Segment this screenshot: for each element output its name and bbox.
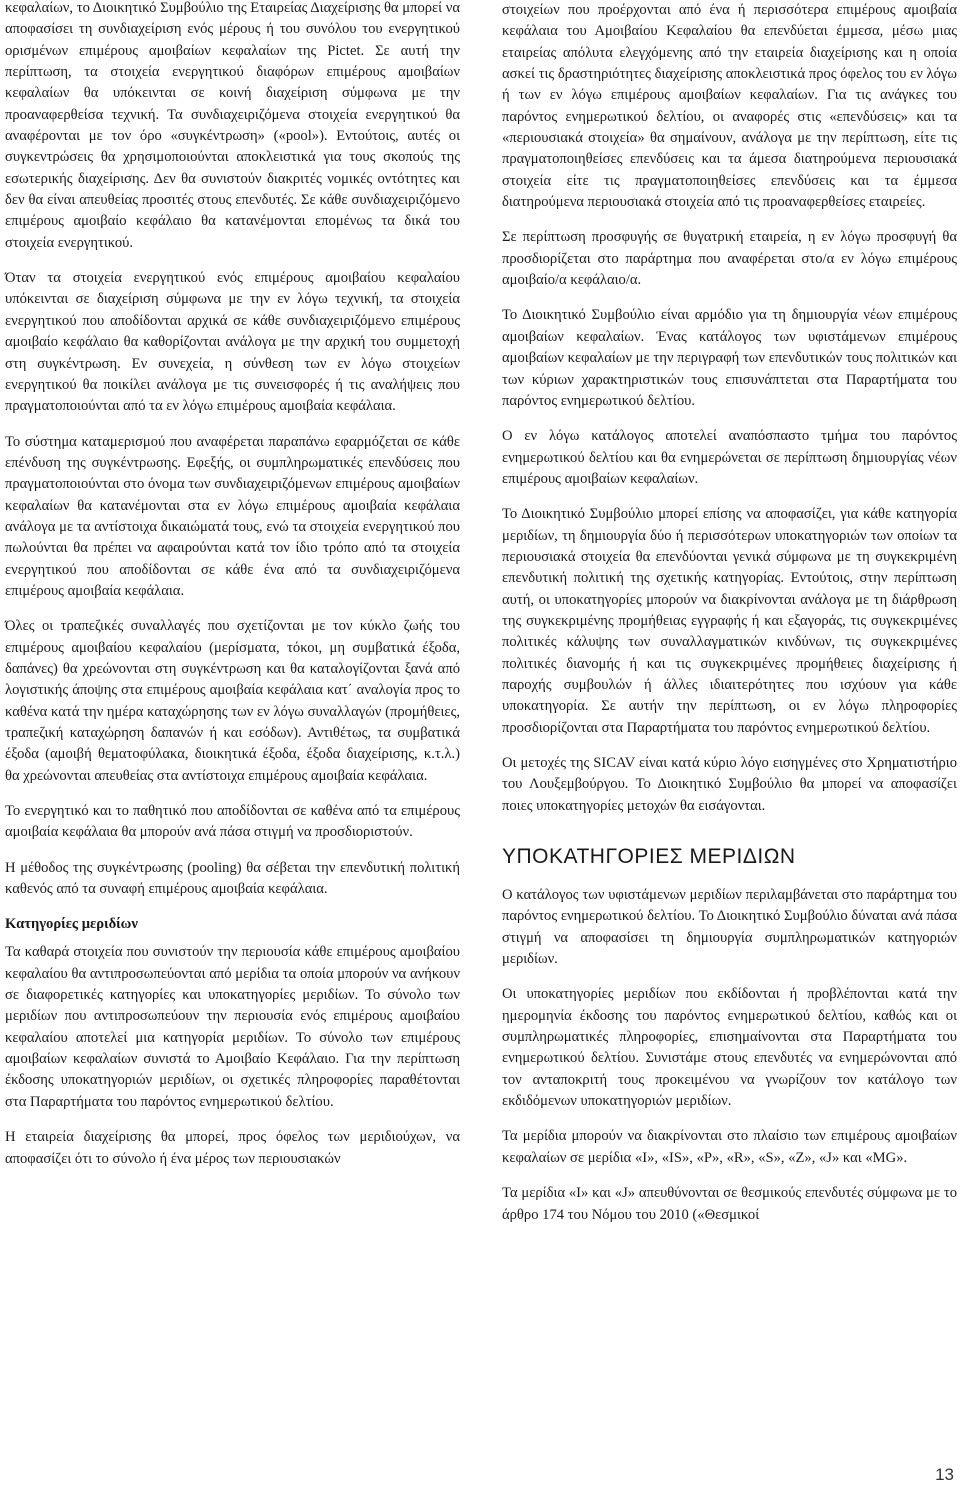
paragraph: Το Διοικητικό Συμβούλιο είναι αρμόδιο για τη δημιουργία νέων επιμέρους αμοιβαίων κεφαλαίων. Ένας κατάλογος των υφιστάμενων επιμέρους αμοιβαίων κεφαλαίων με την περιγραφή των επενδυτικών τους πολιτικών και των κύριων χαρακτηριστικών τους επισυνάπτεται στα Παραρτήματα του παρόντος ενημερωτικού δελτίου. <box>502 307 957 409</box>
paragraph: Η εταιρεία διαχείρισης θα μπορεί, προς όφελος των μεριδιούχων, να αποφασίζει ότι το σύνολο ή ένα μέρος των περιουσιακών <box>5 1129 460 1167</box>
left-column <box>5 0 460 1184</box>
page-number: 13 <box>935 1465 954 1484</box>
paragraph: Το Διοικητικό Συμβούλιο μπορεί επίσης να αποφασίζει, για κάθε κατηγορία μεριδίων, τη δημιουργία δύο ή περισσότερων υποκατηγοριών των οποίων τα περιουσιακά στοιχεία θα επενδύονται γενικά σύμφωνα με τη συγκεκριμένη επενδυτική πολιτική της σχετικής κατηγορίας. Εντούτοις, στην περίπτωση αυτή, οι υποκατηγορίες μπορούν να διακρίνονται ανάλογα με τη διάρθρωση της συγκεκριμένης προμήθειας εγγραφής ή και εξαγοράς, τις συγκεκριμένες πολιτικές κάλυψης των συναλλαγματικών κινδύνων, τις συγκεκριμένες πολιτικές διανομής ή και τις συγκεκριμένες προμήθειες διαχείρισης ή παροχής συμβουλών ή άλλες ιδιαιτερότητες που ισχύουν για κάθε υποκατηγορία. Σε αυτήν την περίπτωση, οι εν λόγω πληροφορίες προσδιορίζονται στα Παραρτήματα του παρόντος ενημερωτικού δελτίου. <box>502 506 957 736</box>
section-heading-share-subcategories: ΥΠΟΚΑΤΗΓΟΡΙΕΣ ΜΕΡΙΔΙΩΝ <box>502 845 796 869</box>
paragraph: Όταν τα στοιχεία ενεργητικού ενός επιμέρους αμοιβαίου κεφαλαίου υπόκεινται σε διαχείριση σύμφωνα με την εν λόγω τεχνική, τα στοιχεία ενεργητικού που αποδίδονται αρχικά σε κάθε συνδιαχειριζόμενο επιμέρους αμοιβαίο κεφάλαιο θα καθορίζονται ανάλογα με την αρχική του συμμετοχή στη συγκέντρωση. Εν συνεχεία, η σύνθεση των εν λόγω στοιχείων ενεργητικού θα ποικίλει ανάλογα με τις συνεισφορές ή τις αναλήψεις που πραγματοποιούνται από τα εν λόγω επιμέρους αμοιβαία κεφάλαια. <box>5 270 460 415</box>
paragraph: Το ενεργητικό και το παθητικό που αποδίδονται σε καθένα από τα επιμέρους αμοιβαία κεφάλαια θα μπορούν ανά πάσα στιγμή να προσδιοριστούν. <box>5 803 460 841</box>
paragraph: κεφαλαίων, το Διοικητικό Συμβούλιο της Εταιρείας Διαχείρισης θα μπορεί να αποφασίσει τη συνδιαχείριση ενός μέρους ή του συνόλου του ενεργητικού ορισμένων επιμέρους αμοιβαίων κεφαλαίων της Pictet. Σε αυτή την περίπτωση, τα στοιχεία ενεργητικού διαφόρων επιμέρους αμοιβαίων κεφαλαίων θα υπόκεινται σε κοινή διαχείριση σύμφωνα με την προαναφερθείσα τεχνική. Τα συνδιαχειριζόμενα στοιχεία ενεργητικού θα αναφέρονται με τον όρο «συγκέντρωση» («pool»). Εντούτοις, αυτές οι συγκεντρώσεις θα χρησιμοποιούνται αποκλειστικά για τους σκοπούς της εσωτερικής διαχείρισης. Δεν θα συνιστούν διακριτές νομικές οντότητες και δεν θα είναι απευθείας προσιτές στους επενδυτές. Σε κάθε συνδιαχειριζόμενο επιμέρους αμοιβαίο κεφάλαιο θα κατανέμονται επομένως τα δικά του στοιχεία ενεργητικού. <box>5 0 460 251</box>
paragraph: Η μέθοδος της συγκέντρωσης (pooling) θα σέβεται την επενδυτική πολιτική καθενός από τα συναφή επιμέρους αμοιβαία κεφάλαια. <box>5 859 460 898</box>
paragraph: Τα καθαρά στοιχεία που συνιστούν την περιουσία κάθε επιμέρους αμοιβαίου κεφαλαίου θα αντιπροσωπεύονται από μερίδια τα οποία μπορούν να ανήκουν σε διαφορετικές κατηγορίες και υποκατηγορίες μεριδίων. Το σύνολο των μεριδίων που αντιπροσωπεύουν την περιουσία ενός επιμέρους αμοιβαίου κεφαλαίου αποτελεί μια κατηγορία μεριδίων. Το σύνολο των επιμέρους αμοιβαίων κεφαλαίων συνιστά το Αμοιβαίο Κεφάλαιο. Για την περίπτωση έκδοσης υποκατηγοριών μεριδίων, οι σχετικές πληροφορίες παραθέτονται στα Παραρτήματα του παρόντος ενημερωτικού δελτίου. <box>5 944 460 1110</box>
paragraph: Οι υποκατηγορίες μεριδίων που εκδίδονται ή προβλέπονται κατά την ημερομηνία έκδοσης του παρόντος ενημερωτικού δελτίου, καθώς και οι συμπληρωματικές πληροφορίες, επισημαίνονται στα Παραρτήματα του ενημερωτικού δελτίου. Συνιστάμε στους επενδυτές να ενημερώνονται από τον ανταποκριτή τους προκειμένου να γνωρίζουν τον κατάλογο των εκδιδόμενων υποκατηγοριών μεριδίων. <box>502 986 957 1110</box>
paragraph: Τα μερίδια μπορούν να διακρίνονται στο πλαίσιο των επιμέρους αμοιβαίων κεφαλαίων σε μερίδια «I», «IS», «P», «R», «S», «Z», «J» και «MG». <box>502 1128 957 1166</box>
paragraph: Τα μερίδια «I» και «J» απευθύνονται σε θεσμικούς επενδυτές σύμφωνα με το άρθρο 174 του Νόμου του 2010 («Θεσμικοί <box>502 1185 957 1223</box>
paragraph: Σε περίπτωση προσφυγής σε θυγατρική εταιρεία, η εν λόγω προσφυγή θα προσδιορίζεται στο παράρτημα που αναφέρεται στο/α εν λόγω επιμέρους αμοιβαίο/α κεφάλαιο/α. <box>502 229 957 289</box>
section-heading-share-categories: Κατηγορίες μεριδίων <box>5 916 138 933</box>
paragraph: Το σύστημα καταμερισμού που αναφέρεται παραπάνω εφαρμόζεται σε κάθε επένδυση της συγκέντρωσης. Εφεξής, οι συμπληρωματικές επενδύσεις που πραγματοποιούνται στο όνομα των συνδιαχειριζόμενων επιμέρους αμοιβαίων κεφαλαίων θα κατανέμονται στα εν λόγω επιμέρους αμοιβαία κεφάλαια ανάλογα με τα αντίστοιχα δικαιώματά τους, ενώ τα στοιχεία ενεργητικού που πωλούνται θα πρέπει να αφαιρούνται κατά τον ίδιο τρόπο από τα στοιχεία ενεργητικού που αποδίδονται σε κάθε ένα από τα συνδιαχειριζόμενα επιμέρους αμοιβαία κεφάλαια. <box>5 433 460 599</box>
paragraph: Ο κατάλογος των υφιστάμενων μεριδίων περιλαμβάνεται στο παράρτημα του παρόντος ενημερωτικού δελτίου. Το Διοικητικό Συμβούλιο δύναται ανά πάσα στιγμή να αποφασίσει τη δημιουργία συμπληρωματικών κατηγοριών μεριδίων. <box>502 887 957 968</box>
paragraph: Οι μετοχές της SICAV είναι κατά κύριο λόγο εισηγμένες στο Χρηματιστήριο του Λουξεμβούργου. Το Διοικητικό Συμβούλιο θα μπορεί να αποφασίζει ποιες υποκατηγορίες μετοχών θα εισάγονται. <box>502 755 957 814</box>
right-column <box>502 0 957 1240</box>
paragraph: Όλες οι τραπεζικές συναλλαγές που σχετίζονται με τον κύκλο ζωής του επιμέρους αμοιβαίου κεφαλαίου (μερίσματα, τόκοι, μη συμβατικά έξοδα, δαπάνες) θα χρεώνονται στη συγκέντρωση και θα καταλογίζονται ξανά από λογιστικής άποψης στα επιμέρους αμοιβαία κεφάλαια κατ΄ αναλογία προς το καθένα κατά την ημέρα καταχώρησης των εν λόγω συναλλαγών (προμήθειες, τραπεζική καταχώρηση δαπανών ή και εσόδων). Αντιθέτως, τα συμβατικά έξοδα (αμοιβή θεματοφύλακα, διοικητικά έξοδα, έξοδα διαχείρισης, κ.τ.λ.) θα χρεώνονται απευθείας στα αντίστοιχα επιμέρους αμοιβαία κεφάλαια. <box>5 618 460 784</box>
paragraph: στοιχείων που προέρχονται από ένα ή περισσότερα επιμέρους αμοιβαία κεφάλαια του Αμοιβαίου Κεφαλαίου θα επενδύεται έμμεσα, μέσω μιας εταιρείας απόλυτα ελεγχόμενης από την εταιρεία διαχείρισης και η οποία ασκεί τις δραστηριότητες διαχείρισης αποκλειστικά προς όφελος του εν λόγω ή των εν λόγω επιμέρους αμοιβαίων κεφαλαίων. Για τις ανάγκες του παρόντος ενημερωτικού δελτίου, οι αναφορές στις «επενδύσεις» και τα «περιουσιακά στοιχεία» θα σημαίνουν, ανάλογα με την περίπτωση, είτε τις πραγματοποιηθείσες επενδύσεις και τα άμεσα διατηρούμενα περιουσιακά στοιχεία είτε τις πραγματοποιηθείσες επενδύσεις και τα έμμεσα διατηρούμενα περιουσιακά στοιχεία από τις προαναφερθείσες εταιρείες. <box>502 2 957 211</box>
paragraph: Ο εν λόγω κατάλογος αποτελεί αναπόσπαστο τμήμα του παρόντος ενημερωτικού δελτίου και θα ενημερώνεται σε περίπτωση δημιουργίας νέων επιμέρους αμοιβαίων κεφαλαίων. <box>502 428 957 487</box>
